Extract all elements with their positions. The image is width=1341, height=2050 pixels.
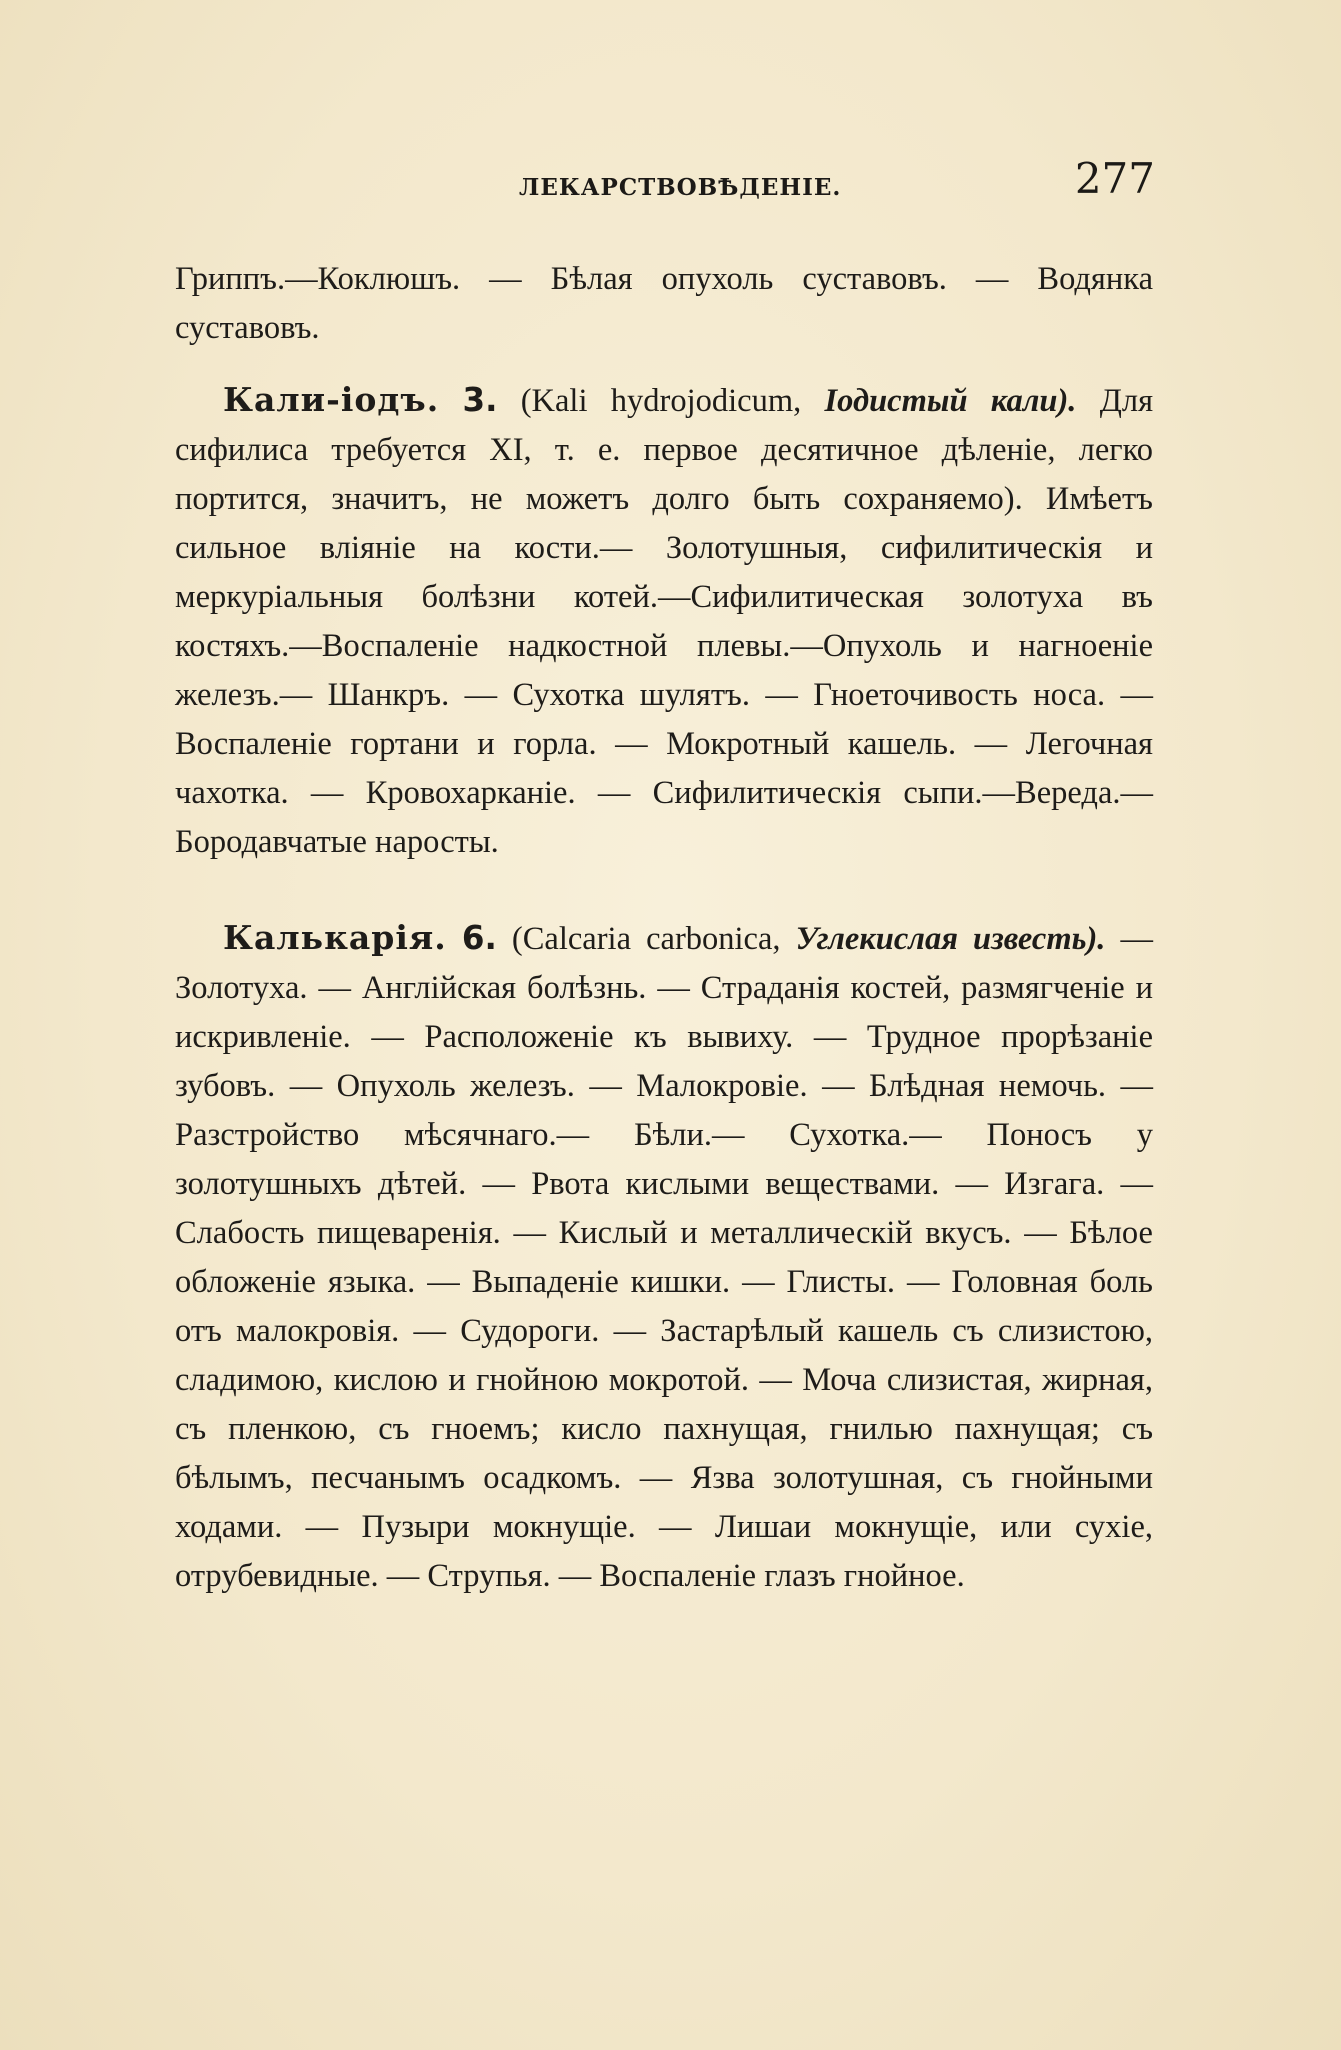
entry-text: Для сифилиса требуется XI, т. е. первое десятичное дѣленіе, легко портится, значитъ, не можетъ долго быть сохраняемо). Имѣетъ сильное вліяніе на кости.— Золотушныя, сифилитическія и меркуріальныя болѣзни котей.—Сифилитическая золотуха въ костяхъ.—Воспаленіе надкостной плевы.—Опухоль и нагноеніе железъ.— Шанкръ. — Сухотка шулятъ. — Гноеточивость носа. — Воспаленіе гортани и горла. — Мокротный кашель. — Легочная чахотка. — Кровохарканіе. — Сифилитическія сыпи.—Вереда.—Бородавчатые наросты. — [175, 383, 1154, 860]
entry-latin-name: (Kali hydrojodicum, — [520, 383, 802, 419]
entry-kalkaria — [175, 913, 1153, 1601]
entry-kali-iod — [175, 375, 1153, 867]
running-head: ЛЕКАРСТВОВѢДЕНІЕ. — [519, 174, 842, 201]
entry-latin-name: (Calcaria carbonica, — [511, 921, 781, 957]
entry-russian-name: Углекислая известь). — [795, 921, 1106, 957]
page-number: 277 — [1074, 154, 1155, 203]
body-text — [175, 255, 1153, 1601]
entry-title: Калькарія. — [223, 918, 447, 957]
entry-russian-name: Іодистый кали). — [824, 383, 1077, 419]
entry-dose: 3. — [462, 381, 498, 419]
entry-dose: 6. — [461, 919, 497, 957]
entry-text: — Золотуха. — Англійская болѣзнь. — Страданія костей, размягченіе и искривленіе. — Расположеніе къ вывиху. — Трудное прорѣзаніе зубовъ. — Опухоль железъ. — Малокровіе. — Блѣдная немочь. — Разстройство мѣсячнаго.— Бѣли.— Сухотка.— Поносъ у золотушныхъ дѣтей. — Рвота кислыми веществами. — Изгага. — Слабость пищеваренія. — Кислый и металлическій вкусъ. — Бѣлое обложеніе языка. — Выпаденіе кишки. — Глисты. — Головная боль отъ малокровія. — Судороги. — Застарѣлый кашель съ слизистою, сладимою, кислою и гнойною мокротой. — Моча слизистая, жирная, съ пленкою, съ гноемъ; кисло пахнущая, гнилью пахнущая; съ бѣлымъ, песчанымъ осадкомъ. — Язва золотушная, съ гнойными ходами. — Пузыри мокнущіе. — Лишаи мокнущіе, или сухіе, отрубевидные. — Струпья. — Воспаленіе глазъ гнойное. — [175, 921, 1153, 1594]
entry-title: Кали-іодъ. — [223, 380, 440, 419]
page-header — [175, 150, 1155, 210]
continuation-paragraph: Гриппъ.—Коклюшъ. — Бѣлая опухоль суставовъ. — Водянка суставовъ. — [175, 261, 1153, 346]
